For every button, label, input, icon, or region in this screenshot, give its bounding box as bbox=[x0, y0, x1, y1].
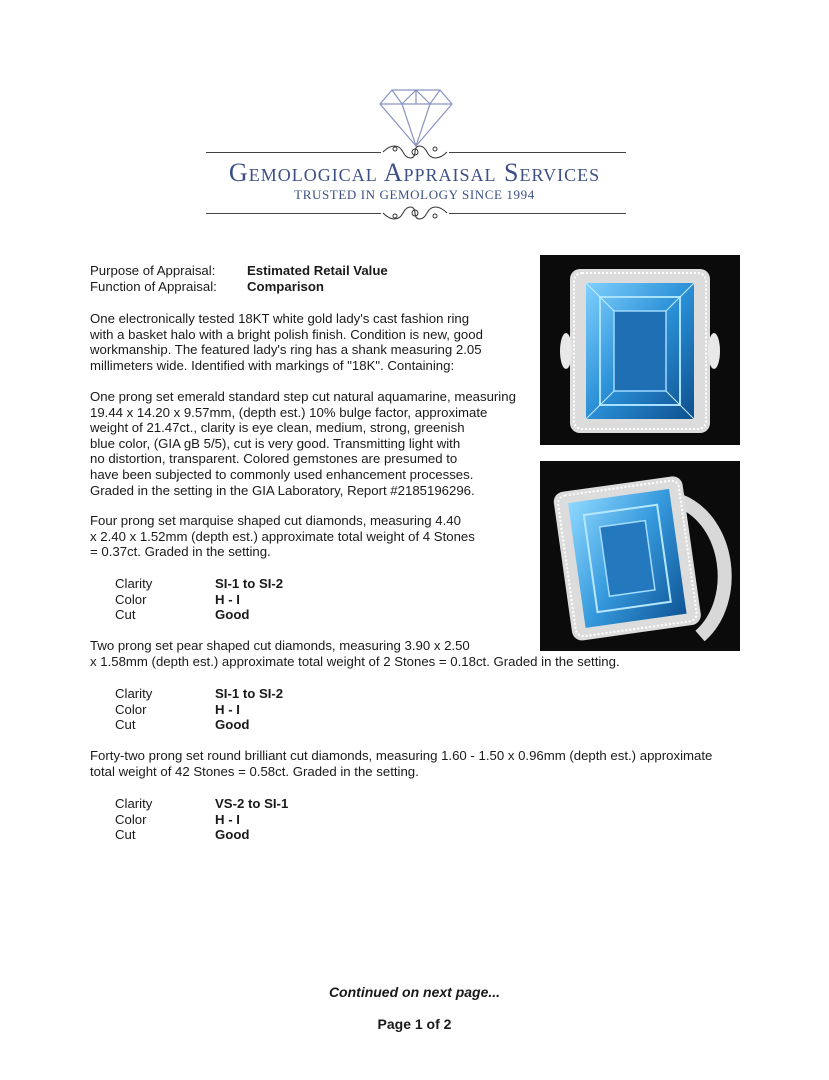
ring-description: One electronically tested 18KT white gold lady's cast fashion ring with a basket halo with a bright polish finish. Condition is new, good workmanship. The featured lady's ring has a shank measuring 2.05 millimeters wide. Identified with markings of "18K". Containing: bbox=[90, 311, 483, 373]
scroll-ornament-icon bbox=[381, 204, 449, 222]
marquise-grades: Clarity SI-1 to SI-2 Color H - I Cut Good bbox=[115, 576, 284, 622]
cut-value: Good bbox=[215, 607, 250, 622]
color-value: H - I bbox=[215, 701, 240, 717]
clarity-value: SI-1 to SI-2 bbox=[215, 576, 284, 591]
center-stone-description: One prong set emerald standard step cut natural aquamarine, measuring 19.44 x 14.20 x 9.57mm, (depth est.) 10% bulge factor, approximate weight of 21.47ct., clarity is eye clean, medium, strong, greenish blue color, (GIA gB 5/5), cut is very good. Transmitting light with no distortion, transparent. Colored gemstones are presumed to have been subjected to commonly used enhancement processes. Graded in the setting in the GIA Laboratory, Report #2185196296. bbox=[90, 389, 516, 498]
round-grades: Clarity VS-2 to SI-1 Color H - I Cut Good bbox=[115, 796, 289, 842]
pear-description: Two prong set pear shaped cut diamonds, measuring 3.90 x 2.50 x 1.58mm (depth est.) approximate total weight of 2 Stones = 0.18ct. Graded in the setting. bbox=[90, 638, 620, 669]
function-row bbox=[90, 279, 510, 295]
round-description: Forty-two prong set round brilliant cut diamonds, measuring 1.60 - 1.50 x 0.96mm (depth est.) approximate total weight of 42 Stones = 0.58ct. Graded in the setting. bbox=[90, 748, 713, 779]
continued-note: Continued on next page... bbox=[328, 984, 501, 1000]
pear-grades: Clarity SI-1 to SI-2 Color H - I Cut Good bbox=[115, 686, 284, 732]
cut-value: Good bbox=[215, 827, 250, 842]
company-tagline: TRUSTED IN GEMOLOGY SINCE 1994 bbox=[294, 187, 535, 202]
diamond-icon bbox=[378, 88, 454, 148]
purpose-value: Estimated Retail Value bbox=[247, 263, 388, 278]
page-number: Page 1 of 2 bbox=[377, 1016, 452, 1032]
company-name: Gemological Appraisal Services bbox=[228, 158, 601, 187]
color-value: H - I bbox=[215, 591, 240, 607]
marquise-description: Four prong set marquise shaped cut diamonds, measuring 4.40 x 2.40 x 1.52mm (depth est.) approximate total weight of 4 Stones = 0.37ct. Graded in the setting. bbox=[90, 513, 475, 560]
color-value: H - I bbox=[215, 811, 240, 827]
ring-photo-front bbox=[540, 255, 740, 445]
clarity-value: VS-2 to SI-1 bbox=[215, 796, 289, 811]
function-label: Function of Appraisal: bbox=[90, 279, 217, 294]
ring-photo-angle bbox=[540, 461, 740, 651]
clarity-value: SI-1 to SI-2 bbox=[215, 686, 284, 701]
purpose-row bbox=[90, 263, 510, 279]
company-logo bbox=[0, 80, 829, 230]
cut-value: Good bbox=[215, 717, 250, 732]
purpose-label: Purpose of Appraisal: bbox=[90, 263, 216, 278]
function-value: Comparison bbox=[247, 279, 324, 294]
